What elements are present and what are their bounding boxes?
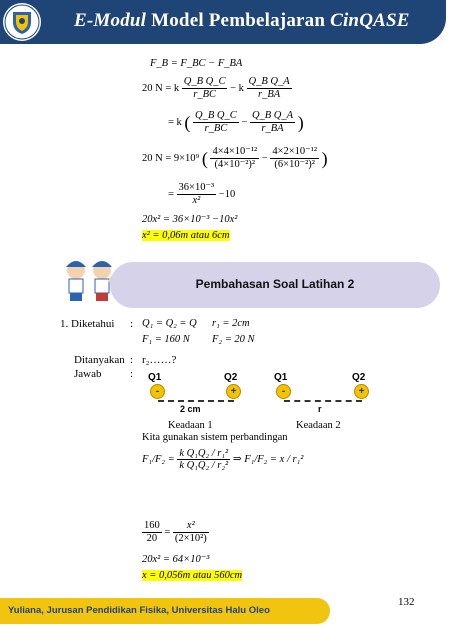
distance-line-state1 [158,400,234,402]
known-r1: r₁ = 2cm [212,318,250,329]
distance-label-state2: r [318,404,322,414]
asked-value: r₂……? [142,354,177,366]
answer-label: Jawab [74,368,102,380]
comparison-intro: Kita gunakan sistem perbandingan [142,432,288,443]
positive-charge-state2: + [354,384,369,399]
equation-coulomb-2: = k ( $\frac{\text{Q\_B Q\_C}}{r\_BC}$ − $\frac{\text{Q\_B Q\_A}}{r\_BA}$ ) [168,110,304,134]
negative-charge-state1: - [150,384,165,399]
answer-2: x = 0,056m atau 560cm [142,570,243,581]
known-colon: : [130,318,134,330]
section-title: Pembahasan Soal Latihan 2 [195,277,355,291]
equation-simplified: = $\frac{\text{36×10⁻³}}{\text{x²}}$ −10 [168,182,236,206]
page-header [0,0,452,46]
answer-1: x² = 0,06m atau 6cm [142,230,230,241]
equation-fb: F_B = F_BC − F_BA [150,58,243,69]
ratio-numeric: $\frac{160}{20}$ = $\frac{\text{x²}}{\text{(2×10²)}}$ [144,520,207,544]
ratio-equation: F₁/F₂ = $\frac{\text{k Q₁Q₂ / r₁²}}{\text{k Q₁Q₂ / r₂²}}$ ⇒ F₁/F₂ = x / r₁² [142,448,304,471]
page-footer [0,598,330,624]
university-logo-icon [3,3,41,41]
section-banner [110,262,440,308]
known-charges: Q₁ = Q₂ = Q [142,318,197,329]
state2-label: Keadaan 2 [296,420,341,431]
known-label: 1. Diketahui [60,318,115,330]
state1-label: Keadaan 1 [168,420,213,431]
equation-numeric: 20 N = 9×10⁹ ( $\frac{\text{4×4×10⁻¹²}}{\text{(4×10⁻²)²}}$ − $\frac{\text{4×2×10⁻¹²}}{\text{(6×10⁻²)²}}$ ) [142,146,328,170]
module-title: E-Modul Model Pembelajaran CinQASE [74,10,410,31]
answer-colon: : [130,368,134,380]
footer-text: Yuliana, Jurusan Pendidikan Fisika, Universitas Halu Oleo [8,605,270,616]
q2-label-state2: Q2 [352,372,366,383]
equation-solve-2: 20x² = 64×10⁻³ [142,554,210,565]
q1-label-state2: Q1 [274,372,288,383]
asked-label: Ditanyakan [74,354,125,366]
known-f2: F₂ = 20 N [212,334,255,345]
q2-label-state1: Q2 [224,372,238,383]
asked-colon: : [130,354,134,366]
equation-solve: 20x² = 36×10⁻³ −10x² [142,214,238,225]
q1-label-state1: Q1 [148,372,162,383]
distance-line-state2 [284,400,362,402]
known-f1: F₁ = 160 N [142,334,190,345]
positive-charge-state1: + [226,384,241,399]
page-number: 132 [398,596,415,608]
negative-charge-state2: - [276,384,291,399]
equation-coulomb-1: 20 N = k $\frac{\text{Q\_B Q\_C}}{r\_BC}$ − k $\frac{\text{Q\_B Q\_A}}{r\_BA}$ [142,76,290,100]
distance-label-state1: 2 cm [180,404,201,414]
